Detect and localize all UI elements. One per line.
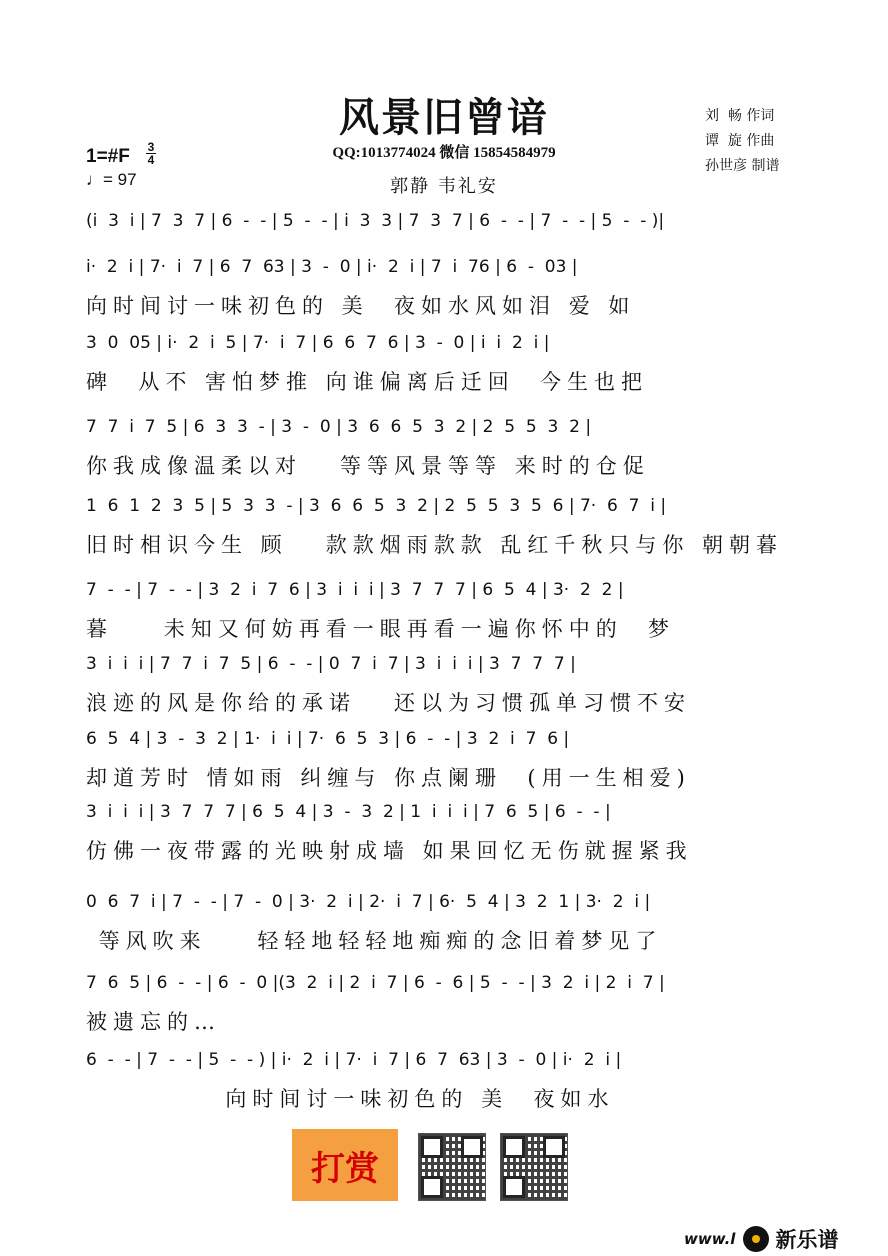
lyrics-line: 等风吹来 轻轻地轻轻地痴痴的念旧着梦见了 xyxy=(86,929,663,953)
lyricist-credit: 刘 畅 作词 xyxy=(705,108,775,124)
score-row xyxy=(86,647,802,717)
notes-line: 7 6 5 | 6 - - | 6 - 0 |(3 2 i | 2 i 7 | 6 - 6 | 5 - - | 3 2 i | 2 i 7 | xyxy=(86,973,665,993)
qr-code-icon[interactable] xyxy=(500,1133,568,1201)
meter-bottom: 4 xyxy=(147,153,155,167)
lyrics-line: 旧时相识今生 顾 款款烟雨款款 乱红千秋只与你 朝朝暮 xyxy=(86,533,784,557)
credits xyxy=(705,104,779,179)
tempo-marking: ♩= 97 xyxy=(86,170,137,189)
notes-line: 3 i i i | 7 7 i 7 5 | 6 - - | 0 7 i 7 | 3 i i i | 3 7 7 7 | xyxy=(86,654,576,674)
meter-top: 3 xyxy=(147,140,155,154)
notes-line: 1 6 1 2 3 5 | 5 3 3 - | 3 6 6 5 3 2 | 2 5 5 3 5 6 | 7· 6 7 i | xyxy=(86,496,667,516)
notes-line: 3 0 05 | i· 2 i 5 | 7· i 7 | 6 6 7 6 | 3 - 0 | i i 2 i | xyxy=(86,333,550,353)
notes-line: 7 7 i 7 5 | 6 3 3 - | 3 - 0 | 3 6 6 5 3 2 | 2 5 5 3 2 | xyxy=(86,417,592,437)
lyrics-line: 仿佛一夜带露的光映射成墙 如果回忆无伤就握紧我 xyxy=(86,839,693,863)
score-row xyxy=(86,204,802,244)
footer-watermark xyxy=(684,1224,838,1254)
contact-info: QQ:1013774024 微信 15854584979 xyxy=(332,145,556,161)
score-row xyxy=(86,410,802,480)
key-signature: 1=#F xyxy=(86,146,130,167)
lyrics-line: 碑 从不 害怕梦推 向谁偏离后迁回 今生也把 xyxy=(86,370,649,394)
notes-line: 0 6 7 i | 7 - - | 7 - 0 | 3· 2 i | 2· i 7 | 6· 5 4 | 3 2 1 | 3· 2 i | xyxy=(86,892,651,912)
notes-line: 6 - - | 7 - - | 5 - - ) | i· 2 i | 7· i 7 | 6 7 63 | 3 - 0 | i· 2 i | xyxy=(86,1050,622,1070)
notes-line: 7 - - | 7 - - | 3 2 i 7 6 | 3 i i i | 3 7 7 7 | 6 5 4 | 3· 2 2 | xyxy=(86,580,624,600)
lyrics-line: 却道芳时 情如雨 纠缠与 你点阑珊 (用一生相爱) xyxy=(86,766,691,790)
lyrics-line: 被遗忘的… xyxy=(86,1010,221,1034)
score-row xyxy=(86,489,802,559)
lyrics-line: 暮 未知又何妨再看一眼再看一遍你怀中的 梦 xyxy=(86,617,676,641)
score-row xyxy=(86,795,802,865)
score-row xyxy=(86,966,802,1036)
notes-line: i· 2 i | 7· i 7 | 6 7 63 | 3 - 0 | i· 2 i | 7 i 76 | 6 - 03 | xyxy=(86,257,578,277)
singers: 郭静 韦礼安 xyxy=(390,176,498,197)
song-title: 风景旧曾谙 xyxy=(339,95,549,141)
reward-button[interactable]: 打赏 xyxy=(292,1129,398,1201)
score-row xyxy=(86,326,802,396)
qr-code-icon[interactable] xyxy=(418,1133,486,1201)
score-row xyxy=(86,885,802,955)
score-row xyxy=(86,250,802,320)
notes-line: (i 3 i | 7 3 7 | 6 - - | 5 - - | i 3 3 | 7 3 7 | 6 - - | 7 - - | 5 - - )| xyxy=(86,211,665,231)
brand-name: 新乐谱 xyxy=(775,1228,839,1252)
composer-credit: 谭 旋 作曲 xyxy=(705,133,775,149)
notes-line: 3 i i i | 3 7 7 7 | 6 5 4 | 3 - 3 2 | 1 i i i | 7 6 5 | 6 - - | xyxy=(86,802,611,822)
notes-line: 6 5 4 | 3 - 3 2 | 1· i i | 7· 6 5 3 | 6 - - | 3 2 i 7 6 | xyxy=(86,729,570,749)
site-url[interactable]: www.l xyxy=(684,1230,736,1248)
score-row xyxy=(86,573,802,643)
arranger-credit: 孙世彦 制谱 xyxy=(705,158,780,174)
lyrics-line: 向时间讨一味初色的 美 夜如水风如泪 爱 如 xyxy=(86,294,636,318)
record-logo-icon xyxy=(743,1226,769,1252)
time-signature xyxy=(146,141,156,166)
lyrics-line: 你我成像温柔以对 等等风景等等 来时的仓促 xyxy=(86,454,650,478)
score-row xyxy=(86,1043,802,1113)
lyrics-line: 浪迹的风是你给的承诺 还以为习惯孤单习惯不安 xyxy=(86,691,692,715)
lyrics-line: 向时间讨一味初色的 美 夜如水 xyxy=(86,1087,615,1111)
score-row xyxy=(86,722,802,792)
